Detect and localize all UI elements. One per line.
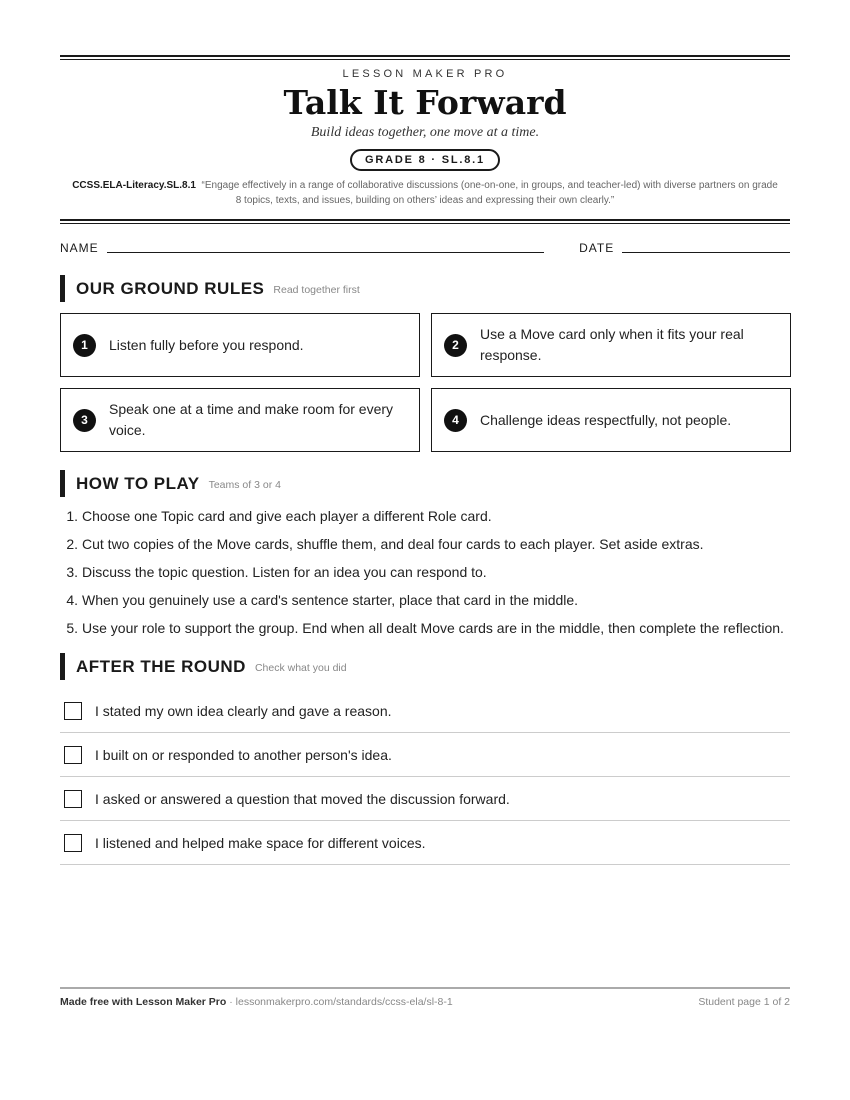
- rule-number-badge: 2: [444, 334, 467, 357]
- rule-text: Listen fully before you respond.: [109, 336, 304, 353]
- how-to-play-heading: [60, 470, 790, 497]
- date-label: DATE: [579, 241, 615, 255]
- how-to-play-subtitle: Teams of 3 or 4: [208, 479, 281, 491]
- instruction-step: [60, 562, 790, 583]
- worksheet-page: [60, 55, 790, 865]
- rule-number-badge: 1: [73, 334, 96, 357]
- standard-code: CCSS.ELA-Literacy.SL.8.1: [72, 180, 196, 191]
- step-text: Cut two copies of the Move cards, shuffle them, and deal four cards to each player. Set aside extras.: [82, 536, 704, 552]
- rule-text: Use a Move card only when it fits your real response.: [480, 326, 744, 363]
- step-text: Discuss the topic question. Listen for an idea you can respond to.: [82, 564, 487, 580]
- step-number: 5.: [66, 620, 78, 636]
- instruction-step: [60, 506, 790, 527]
- checklist-text: I asked or answered a question that moved the discussion forward.: [95, 790, 510, 807]
- rule-text: Challenge ideas respectfully, not people.: [480, 411, 732, 428]
- date-field[interactable]: [622, 252, 790, 253]
- page-footer: [60, 987, 790, 1008]
- checklist-item: [60, 689, 790, 733]
- step-text: Use your role to support the group. End when all dealt Move cards are in the middle, then complete the reflection.: [82, 620, 784, 636]
- checkbox[interactable]: [64, 834, 82, 852]
- checklist-item: [60, 777, 790, 821]
- checkbox[interactable]: [64, 790, 82, 808]
- footer-credit: [60, 996, 453, 1008]
- ground-rule-card: [431, 313, 791, 377]
- reflection-checklist: [60, 689, 790, 865]
- ground-rule-card: [60, 388, 420, 452]
- rule-text: Speak one at a time and make room for every voice.: [109, 401, 394, 438]
- brand-label: LESSON MAKER PRO: [342, 68, 508, 80]
- footer-url[interactable]: · lessonmakerpro.com/standards/ccss-ela/sl-8-1: [226, 996, 453, 1008]
- footer-page-number: Student page 1 of 2: [698, 996, 790, 1008]
- step-number: 1.: [66, 508, 78, 524]
- checklist-item: [60, 821, 790, 865]
- after-round-subtitle: Check what you did: [254, 662, 347, 674]
- name-field[interactable]: [107, 252, 544, 253]
- checklist-text: I stated my own idea clearly and gave a reason.: [95, 702, 392, 719]
- ground-rule-card: [60, 313, 420, 377]
- header-bottom-divider: [60, 219, 790, 224]
- how-to-play-title: HOW TO PLAY: [76, 473, 200, 493]
- ground-rules-grid: [60, 313, 790, 452]
- after-round-heading: [60, 653, 790, 680]
- name-date-row: [60, 241, 790, 255]
- top-divider: [60, 55, 790, 60]
- standard-description: [60, 178, 790, 208]
- grade-badge: GRADE 8 · SL.8.1: [350, 149, 500, 171]
- checklist-text: I listened and helped make space for different voices.: [95, 834, 426, 851]
- page-subtitle: Build ideas together, one move at a time.: [310, 125, 540, 140]
- name-label: NAME: [60, 241, 99, 255]
- footer-made-with: Made free with Lesson Maker Pro: [60, 996, 227, 1008]
- rule-number-badge: 3: [73, 409, 96, 432]
- step-number: 4.: [66, 592, 78, 608]
- ground-rules-heading: [60, 275, 790, 302]
- step-number: 2.: [66, 536, 78, 552]
- ground-rules-title: OUR GROUND RULES: [76, 278, 265, 298]
- checkbox[interactable]: [64, 746, 82, 764]
- page-title: Talk It Forward: [283, 83, 567, 122]
- instruction-step: [60, 590, 790, 611]
- checklist-text: I built on or responded to another person's idea.: [95, 746, 392, 763]
- ground-rule-card: [431, 388, 791, 452]
- checkbox[interactable]: [64, 702, 82, 720]
- standard-text: “Engage effectively in a range of collaborative discussions (one-on-one, in groups, and teacher-led) with diverse partners on grade 8 topics, texts, and issues, building on others’ ideas and expressing their own clearly.”: [201, 180, 778, 206]
- instruction-step: [60, 534, 790, 555]
- after-round-title: AFTER THE ROUND: [76, 656, 246, 676]
- checklist-item: [60, 733, 790, 777]
- step-text: Choose one Topic card and give each player a different Role card.: [82, 508, 492, 524]
- step-text: When you genuinely use a card's sentence starter, place that card in the middle.: [82, 592, 579, 608]
- ground-rules-subtitle: Read together first: [273, 284, 360, 296]
- rule-number-badge: 4: [444, 409, 467, 432]
- instruction-step: [60, 618, 790, 639]
- instruction-list: [60, 506, 790, 639]
- step-number: 3.: [66, 564, 78, 580]
